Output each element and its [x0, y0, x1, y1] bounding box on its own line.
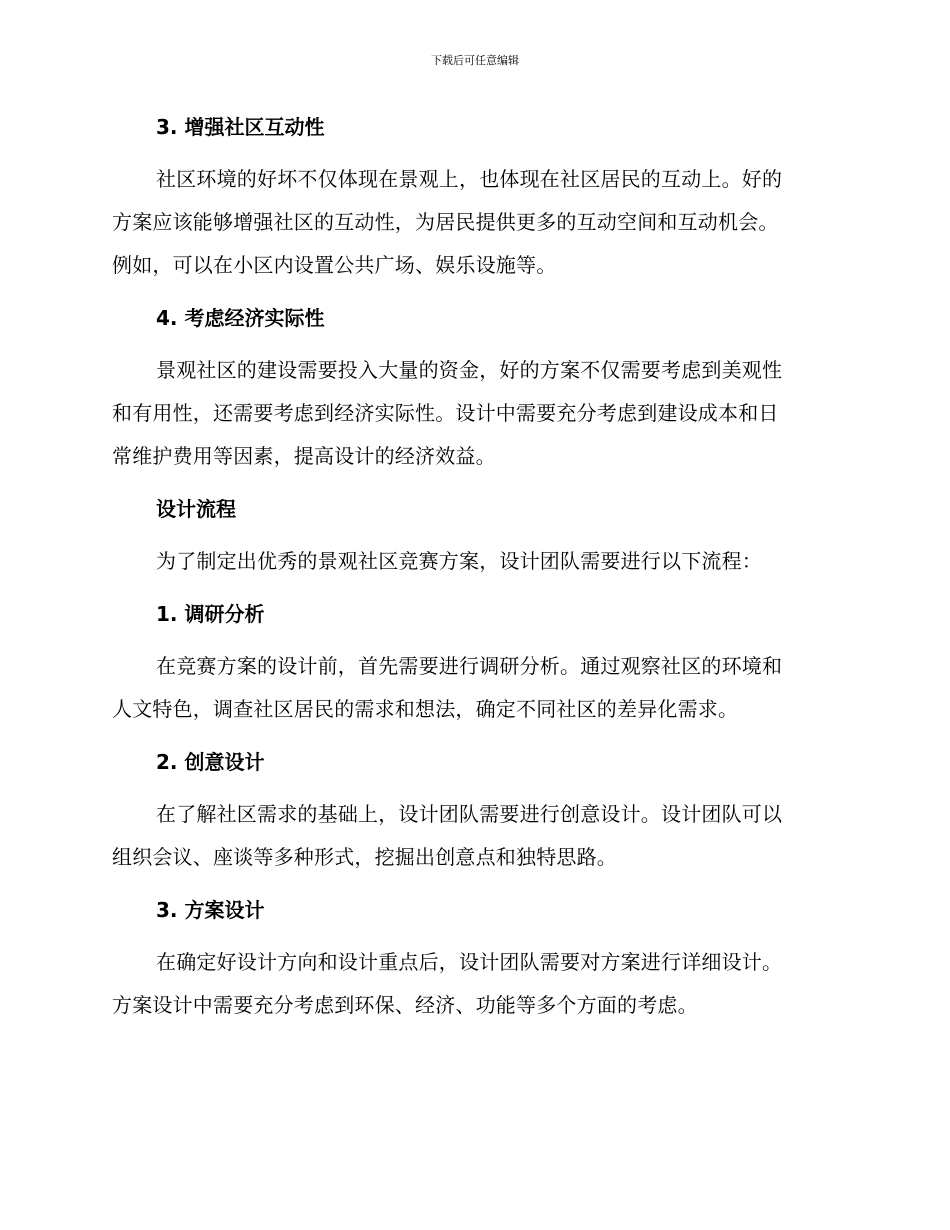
section-heading: 1. 调研分析 — [156, 602, 265, 626]
paragraph — [112, 158, 842, 287]
page-header: 下载后可任意编辑 — [431, 54, 519, 67]
section-heading: 2. 创意设计 — [156, 750, 265, 774]
document-body — [112, 110, 842, 1041]
paragraph-line: 景观社区的建设需要投入大量的资金，好的方案不仅需要考虑到美观性 — [156, 358, 783, 382]
paragraph-line: 方案应该能够增强社区的互动性，为居民提供更多的互动空间和互动机会。 — [112, 210, 779, 234]
section-enhance-interaction — [112, 110, 842, 287]
paragraph-line: 在了解社区需求的基础上，设计团队需要进行创意设计。设计团队可以 — [156, 802, 783, 826]
paragraph-line: 在确定好设计方向和设计重点后，设计团队需要对方案进行详细设计。 — [156, 950, 783, 974]
section-plan-design — [112, 893, 842, 1027]
paragraph-line: 在竞赛方案的设计前，首先需要进行调研分析。通过观察社区的环境和 — [156, 654, 783, 678]
paragraph — [112, 941, 842, 1027]
paragraph-line: 方案设计中需要充分考虑到环保、经济、功能等多个方面的考虑。 — [112, 993, 698, 1017]
section-design-process — [112, 492, 842, 583]
paragraph-line: 例如，可以在小区内设置公共广场、娱乐设施等。 — [112, 253, 557, 277]
paragraph-line: 社区环境的好坏不仅体现在景观上，也体现在社区居民的互动上。好的 — [156, 167, 783, 191]
section-research-analysis — [112, 597, 842, 731]
paragraph-line: 组织会议、座谈等多种形式，挖掘出创意点和独特思路。 — [112, 845, 617, 869]
paragraph — [112, 793, 842, 879]
section-creative-design — [112, 745, 842, 879]
paragraph-line: 常维护费用等因素，提高设计的经济效益。 — [112, 444, 496, 468]
section-heading: 3. 方案设计 — [156, 898, 265, 922]
section-economic-practicality — [112, 301, 842, 478]
paragraph — [112, 349, 842, 478]
section-heading: 4. 考虑经济实际性 — [156, 306, 325, 330]
paragraph-line: 为了制定出优秀的景观社区竞赛方案，设计团队需要进行以下流程： — [156, 549, 762, 573]
paragraph — [112, 540, 842, 583]
paragraph-line: 和有用性，还需要考虑到经济实际性。设计中需要充分考虑到建设成本和日 — [112, 401, 779, 425]
paragraph-line: 人文特色，调查社区居民的需求和想法，确定不同社区的差异化需求。 — [112, 697, 739, 721]
paragraph — [112, 645, 842, 731]
section-heading: 设计流程 — [156, 497, 236, 521]
section-heading: 3. 增强社区互动性 — [156, 115, 325, 139]
